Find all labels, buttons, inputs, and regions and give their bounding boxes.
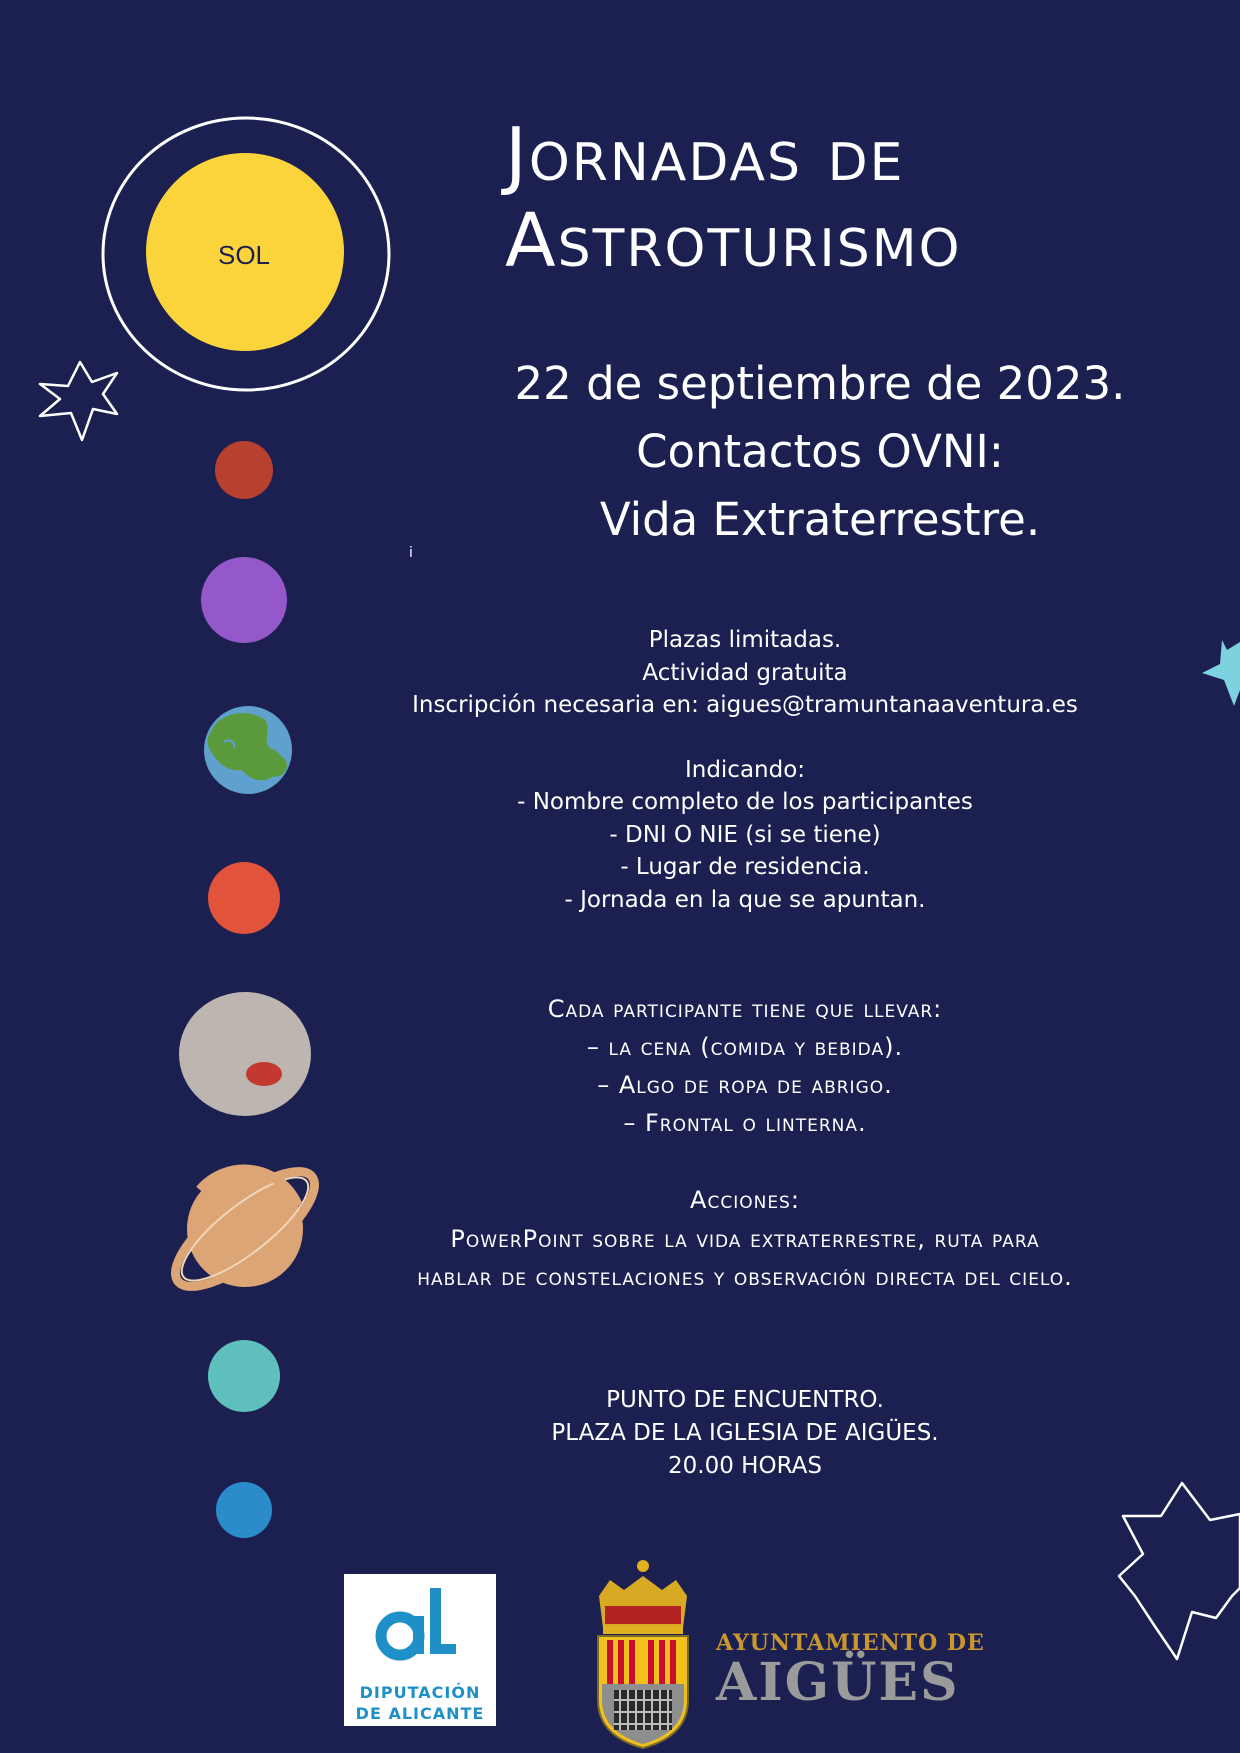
star-teal-icon (1202, 640, 1240, 706)
diputacion-line-1: DIPUTACIÓN (359, 1683, 481, 1702)
bring-item: – la cena (comida y bebida). (586, 1033, 904, 1061)
ayuntamiento-label: AYUNTAMIENTO DE (716, 1630, 985, 1656)
sun-label: SOL (217, 240, 271, 270)
event-date: 22 de septiembre de 2023. (514, 357, 1126, 410)
planet-neptune (216, 1482, 272, 1538)
diputacion-line-2: DE ALICANTE (355, 1704, 485, 1723)
meeting-line: 20.00 HORAS (668, 1453, 822, 1479)
planet-mercury (215, 441, 273, 499)
actions-line: PowerPoint sobre la vida extraterrestre, ruta para (450, 1224, 1040, 1253)
title-line-2: Astroturismo (505, 198, 962, 284)
event-topic: Contactos OVNI: (636, 425, 1004, 478)
info-line: Plazas limitadas. (648, 627, 842, 653)
indicating-item: - DNI O NIE (si se tiene) (609, 821, 881, 848)
event-subtitle (440, 350, 1200, 554)
planet-venus (201, 557, 287, 643)
event-topic-detail: Vida Extraterrestre. (599, 493, 1041, 546)
diputacion-alicante-logo (344, 1574, 496, 1726)
indicating-item: - Nombre completo de los participantes (517, 789, 973, 815)
indicating-item: - Jornada en la que se apuntan. (564, 886, 926, 913)
meeting-line: PLAZA DE LA IGLESIA DE AIGÜES. (551, 1420, 939, 1446)
meeting-point (350, 1384, 1140, 1483)
ayuntamiento-name: AIGÜES (716, 1652, 960, 1713)
star-outline-icon (40, 362, 117, 440)
star-outline-large-icon (1119, 1483, 1240, 1659)
indicating-item: - Lugar de residencia. (620, 854, 870, 880)
what-to-bring (350, 990, 1140, 1142)
poster-title (505, 112, 1225, 284)
registration-info (350, 624, 1140, 916)
planet-jupiter (179, 992, 311, 1116)
planet-uranus (208, 1340, 280, 1412)
bring-title: Cada participante tiene que llevar: (547, 995, 943, 1023)
planet-mars (208, 862, 280, 934)
info-line: Inscripción necesaria en: aigues@tramuntanaaventura.es (412, 692, 1078, 718)
activities (350, 1181, 1140, 1297)
actions-title: Acciones: (690, 1186, 800, 1214)
indicating-title: Indicando: (684, 756, 806, 783)
actions-line: hablar de constelaciones y observación directa del cielo. (417, 1263, 1073, 1291)
planet-earth (204, 706, 292, 794)
meeting-line: PUNTO DE ENCUENTRO. (606, 1387, 884, 1413)
aigues-coat-of-arms (598, 1560, 688, 1748)
diputacion-mark-icon (344, 1574, 496, 1674)
planet-saturn (160, 1153, 331, 1305)
bring-item: – Frontal o linterna. (623, 1109, 867, 1137)
title-line-1: Jornadas de (505, 112, 905, 198)
stray-mark: i (409, 545, 413, 561)
bring-item: – Algo de ropa de abrigo. (597, 1071, 893, 1099)
info-line: Actividad gratuita (642, 659, 848, 686)
